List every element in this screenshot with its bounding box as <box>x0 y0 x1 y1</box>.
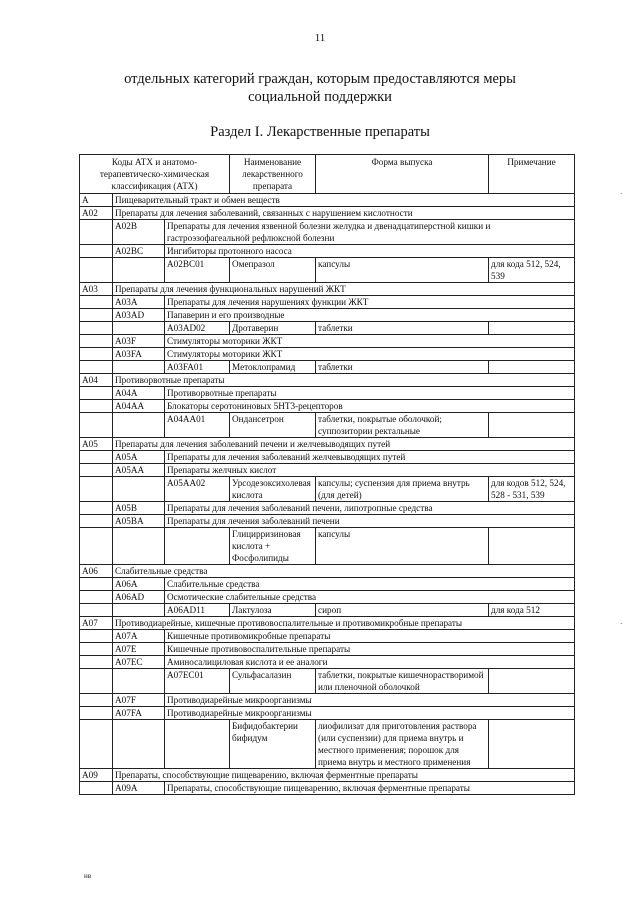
table-row <box>80 630 575 643</box>
dosage-form-cell: таблетки, покрытые кишечнорастворимой или пленочной оболочкой <box>316 669 489 694</box>
group-code-cell: A04 <box>80 374 113 387</box>
group-title-cell: Противодиарейные, кишечные противовоспалительные и противомикробные препараты <box>113 617 575 630</box>
drug-name-cell: Бифидобактерии бифидум <box>230 720 316 769</box>
subgroup-code-cell: A06A <box>113 578 165 591</box>
table-row <box>80 694 575 707</box>
empty-cell <box>113 604 165 617</box>
header-codes: Коды АТХ и анатомо-терапевтическо-химическая классификация (АТХ) <box>80 155 230 194</box>
subgroup-code-cell: A07A <box>113 630 165 643</box>
section-title: Раздел I. Лекарственные препараты <box>210 124 430 140</box>
table-row <box>80 656 575 669</box>
empty-cell <box>80 387 113 400</box>
empty-cell <box>80 578 113 591</box>
subgroup-code-cell: A03A <box>113 296 165 309</box>
empty-cell <box>80 604 113 617</box>
subgroup-code-cell: A03F <box>113 335 165 348</box>
empty-cell <box>80 630 113 643</box>
table-row <box>80 400 575 413</box>
note-cell: для кода 512 <box>489 604 575 617</box>
empty-cell <box>80 220 113 245</box>
empty-cell <box>80 258 113 283</box>
empty-cell <box>80 515 113 528</box>
drug-name-cell: Омепразол <box>230 258 316 283</box>
note-cell <box>489 720 575 769</box>
subgroup-code-cell: A05BA <box>113 515 165 528</box>
subgroup-code-cell: A05AA <box>113 464 165 477</box>
dosage-form-cell: капсулы <box>316 528 489 565</box>
group-code-cell: A03 <box>80 283 113 296</box>
subgroup-code-cell: A06AD <box>113 591 165 604</box>
table-row <box>80 413 575 438</box>
empty-cell <box>113 413 165 438</box>
subgroup-code-cell: A07FA <box>113 707 165 720</box>
table-row <box>80 720 575 769</box>
empty-cell <box>80 707 113 720</box>
note-cell <box>489 413 575 438</box>
table-row <box>80 782 575 795</box>
empty-cell <box>80 296 113 309</box>
table-row <box>80 502 575 515</box>
table-row <box>80 283 575 296</box>
empty-cell <box>80 720 113 769</box>
empty-cell <box>113 477 165 502</box>
note-cell <box>489 322 575 335</box>
subgroup-title-cell: Аминосалициловая кислота и ее аналоги <box>165 656 575 669</box>
table-row <box>80 769 575 782</box>
note-cell <box>489 528 575 565</box>
empty-cell <box>80 335 113 348</box>
drug-name-cell: Урсодезоксихолевая кислота <box>230 477 316 502</box>
subgroup-title-cell: Противодиарейные микроорганизмы <box>165 707 575 720</box>
table-row <box>80 207 575 220</box>
table-row <box>80 451 575 464</box>
drug-code-cell: A04AA01 <box>165 413 230 438</box>
subgroup-title-cell: Препараты для лечения заболеваний печени, липотропные средства <box>165 502 575 515</box>
drug-code-cell: A07EC01 <box>165 669 230 694</box>
group-code-cell: A02 <box>80 207 113 220</box>
margin-mark: · <box>620 190 623 198</box>
subgroup-code-cell: A07E <box>113 643 165 656</box>
header-form: Форма выпуска <box>316 155 489 194</box>
dosage-form-cell: капсулы; суспензия для приема внутрь (для детей) <box>316 477 489 502</box>
empty-cell <box>80 643 113 656</box>
subgroup-title-cell: Препараты для лечения заболеваний желчевыводящих путей <box>165 451 575 464</box>
subgroup-title-cell: Кишечные противовоспалительные препараты <box>165 643 575 656</box>
footer-mark: нв <box>84 872 92 880</box>
table-body <box>80 194 575 795</box>
margin-mark: · <box>620 620 623 628</box>
drug-code-cell: A05AA02 <box>165 477 230 502</box>
group-code-cell: A09 <box>80 769 113 782</box>
table-row <box>80 591 575 604</box>
header-note: Примечание <box>489 155 575 194</box>
subgroup-code-cell: A02BC <box>113 245 165 258</box>
empty-cell <box>80 477 113 502</box>
empty-cell <box>80 464 113 477</box>
dosage-form-cell: таблетки <box>316 322 489 335</box>
group-code-cell: A07 <box>80 617 113 630</box>
dosage-form-cell: таблетки, покрытые оболочкой; суппозитории ректальные <box>316 413 489 438</box>
group-title-cell: Противорвотные препараты <box>113 374 575 387</box>
subgroup-title-cell: Препараты для лечения заболеваний печени <box>165 515 575 528</box>
empty-cell <box>80 361 113 374</box>
empty-cell <box>80 322 113 335</box>
empty-cell <box>113 361 165 374</box>
heading-line-1: отдельных категорий граждан, которым предоставляются меры <box>124 71 516 87</box>
table-row <box>80 387 575 400</box>
table-row <box>80 194 575 207</box>
empty-cell <box>80 245 113 258</box>
subgroup-code-cell: A03FA <box>113 348 165 361</box>
group-title-cell: Слабительные средства <box>113 565 575 578</box>
subgroup-code-cell: A09A <box>113 782 165 795</box>
group-title-cell: Препараты для лечения заболеваний, связанных с нарушением кислотности <box>113 207 575 220</box>
subgroup-code-cell: A04AA <box>113 400 165 413</box>
dosage-form-cell: лиофилизат для приготовления раствора (или суспензии) для приема внутрь и местного применения; порошок для приема внутрь и местного применения <box>316 720 489 769</box>
empty-cell <box>80 413 113 438</box>
group-code-cell: A <box>80 194 113 207</box>
group-title-cell: Препараты, способствующие пищеварению, включая ферментные препараты <box>113 769 575 782</box>
subgroup-code-cell: A05B <box>113 502 165 515</box>
note-cell <box>489 669 575 694</box>
subgroup-title-cell: Слабительные средства <box>165 578 575 591</box>
table-row <box>80 477 575 502</box>
drug-code-cell <box>165 528 230 565</box>
empty-cell <box>80 782 113 795</box>
subgroup-title-cell: Препараты для лечения язвенной болезни желудка и двенадцатиперстной кишки и гастроэзофагеальной рефлюксной болезни <box>165 220 575 245</box>
atx-drug-table <box>79 154 575 795</box>
subgroup-title-cell: Препараты желчных кислот <box>165 464 575 477</box>
drug-code-cell: A03FA01 <box>165 361 230 374</box>
table-row <box>80 322 575 335</box>
drug-name-cell: Сульфасалазин <box>230 669 316 694</box>
empty-cell <box>80 591 113 604</box>
table-row <box>80 565 575 578</box>
page-number: 11 <box>314 32 326 44</box>
table-row <box>80 335 575 348</box>
empty-cell <box>113 720 165 769</box>
subgroup-code-cell: A03AD <box>113 309 165 322</box>
empty-cell <box>80 309 113 322</box>
table-row <box>80 245 575 258</box>
drug-code-cell: A06AD11 <box>165 604 230 617</box>
subgroup-code-cell: A05A <box>113 451 165 464</box>
drug-name-cell: Лактулоза <box>230 604 316 617</box>
table-row <box>80 643 575 656</box>
group-code-cell: A06 <box>80 565 113 578</box>
subgroup-title-cell: Противорвотные препараты <box>165 387 575 400</box>
subgroup-title-cell: Противодиарейные микроорганизмы <box>165 694 575 707</box>
subgroup-title-cell: Препараты, способствующие пищеварению, включая ферментные препараты <box>165 782 575 795</box>
table-row <box>80 617 575 630</box>
drug-code-cell <box>165 720 230 769</box>
drug-name-cell: Ондансетрон <box>230 413 316 438</box>
note-cell <box>489 361 575 374</box>
empty-cell <box>80 656 113 669</box>
empty-cell <box>113 322 165 335</box>
subgroup-code-cell: A04A <box>113 387 165 400</box>
drug-code-cell: A02BC01 <box>165 258 230 283</box>
table-row <box>80 464 575 477</box>
empty-cell <box>113 258 165 283</box>
document-heading <box>0 70 640 106</box>
subgroup-code-cell: A07F <box>113 694 165 707</box>
empty-cell <box>80 528 113 565</box>
dosage-form-cell: таблетки <box>316 361 489 374</box>
subgroup-title-cell: Стимуляторы моторики ЖКТ <box>165 348 575 361</box>
subgroup-code-cell: A02B <box>113 220 165 245</box>
empty-cell <box>80 502 113 515</box>
table-row <box>80 604 575 617</box>
empty-cell <box>80 348 113 361</box>
table-row <box>80 374 575 387</box>
table-row <box>80 309 575 322</box>
subgroup-title-cell: Осмотические слабительные средства <box>165 591 575 604</box>
empty-cell <box>113 669 165 694</box>
table-row <box>80 361 575 374</box>
subgroup-title-cell: Ингибиторы протонного насоса <box>165 245 575 258</box>
subgroup-title-cell: Стимуляторы моторики ЖКТ <box>165 335 575 348</box>
table-header-row <box>80 155 575 194</box>
table-row <box>80 578 575 591</box>
dosage-form-cell: капсулы <box>316 258 489 283</box>
empty-cell <box>113 528 165 565</box>
table-row <box>80 296 575 309</box>
subgroup-title-cell: Препараты для лечения нарушениях функции ЖКТ <box>165 296 575 309</box>
table-row <box>80 258 575 283</box>
empty-cell <box>80 451 113 464</box>
group-code-cell: A05 <box>80 438 113 451</box>
subgroup-code-cell: A07EC <box>113 656 165 669</box>
table-row <box>80 348 575 361</box>
table-row <box>80 438 575 451</box>
table-row <box>80 528 575 565</box>
empty-cell <box>80 669 113 694</box>
empty-cell <box>80 694 113 707</box>
subgroup-title-cell: Блокаторы серотониновых 5НТ3-рецепторов <box>165 400 575 413</box>
group-title-cell: Пищеварительный тракт и обмен веществ <box>113 194 575 207</box>
group-title-cell: Препараты для лечения функциональных нарушений ЖКТ <box>113 283 575 296</box>
note-cell: для кода 512, 524, 539 <box>489 258 575 283</box>
dosage-form-cell: сироп <box>316 604 489 617</box>
drug-name-cell: Дротаверин <box>230 322 316 335</box>
drug-name-cell: Глицирризиновая кислота + Фосфолипиды <box>230 528 316 565</box>
drug-code-cell: A03AD02 <box>165 322 230 335</box>
table-row <box>80 669 575 694</box>
table-row <box>80 515 575 528</box>
table-row <box>80 707 575 720</box>
heading-line-2: социальной поддержки <box>248 89 392 105</box>
note-cell: для кодов 512, 524, 528 - 531, 539 <box>489 477 575 502</box>
group-title-cell: Препараты для лечения заболеваний печени и желчевыводящих путей <box>113 438 575 451</box>
header-name: Наименование лекарственного препарата <box>230 155 316 194</box>
subgroup-title-cell: Кишечные противомикробные препараты <box>165 630 575 643</box>
drug-name-cell: Метоклопрамид <box>230 361 316 374</box>
empty-cell <box>80 400 113 413</box>
subgroup-title-cell: Папаверин и его производные <box>165 309 575 322</box>
table-row <box>80 220 575 245</box>
